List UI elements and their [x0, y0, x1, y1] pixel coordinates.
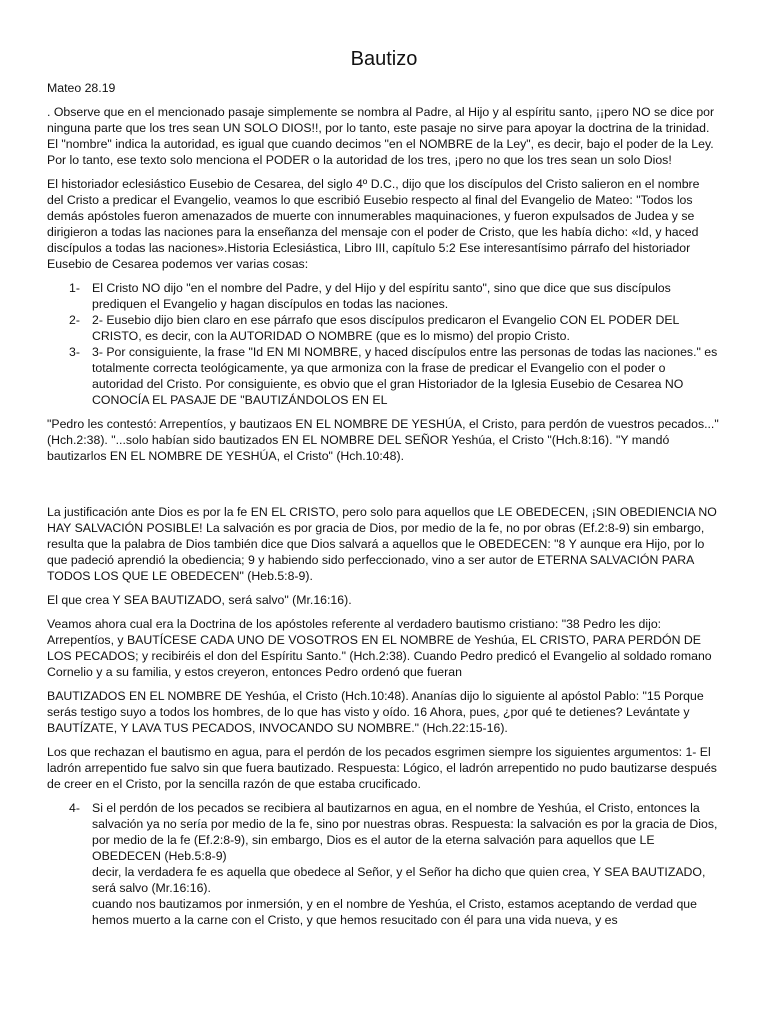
document-body	[47, 80, 719, 936]
list-item-text: 2- Eusebio dijo bien claro en ese párrafo que esos discípulos predicaron el Evangelio CON EL PODER DEL CRISTO, es decir, con la AUTORIDAD O NOMBRE (que es lo mismo) del propio Cristo.	[92, 313, 679, 343]
paragraph-1: . Observe que en el mencionado pasaje simplemente se nombra al Padre, al Hijo y al espíritu santo, ¡¡pero NO se dice por ninguna parte que los tres sean UN SOLO DIOS!!, por lo tanto, este pasaje no sirve para apoyar la doctrina de la trinidad. El "nombre" indica la autoridad, es igual que cuando decimos "en el NOMBRE de la Ley", es decir, bajo el poder de la Ley. Por lo tanto, ese texto solo menciona el PODER o la autoridad de los tres, ¡pero no que los tres sean un solo Dios!	[47, 105, 715, 167]
list-item-number: 3-	[69, 345, 80, 359]
paragraph-7: BAUTIZADOS EN EL NOMBRE DE Yeshúa, el Cristo (Hch.10:48). Ananías dijo lo siguiente al apóstol Pablo: "15 Porque serás testigo suyo a todos los hombres, de lo que has visto y oído. 16 Ahora, pues, ¿por qué te detienes? Levántate y BAUTÍZATE, Y LAVA TUS PECADOS, INVOCANDO SU NOMBRE." (Hch.22:15-16).	[47, 689, 704, 735]
paragraph-2: El historiador eclesiástico Eusebio de Cesarea, del siglo 4º D.C., dijo que los discípulos del Cristo salieron en el nombre del Cristo a predicar el Evangelio, veamos lo que escribió Eusebio respecto al final del Evangelio de Mateo: "Todos los demás apóstoles fueron amenazados de muerte con innumerables maquinaciones, y fueron expulsados de Judea y se dirigieron a todas las naciones para la enseñanza del mensaje con el poder de Cristo, que les había dicho: «Id, y haced discípulos a todas las naciones».Historia Eclesiástica, Libro III, capítulo 5:2 Ese interesantísimo párrafo del historiador Eusebio de Cesarea podemos ver varias cosas:	[47, 177, 700, 271]
paragraph-6: Veamos ahora cual era la Doctrina de los apóstoles referente al verdadero bautismo cristiano: "38 Pedro les dijo: Arrepentíos, y BAUTÍCESE CADA UNO DE VOSOTROS EN EL NOMBRE de Yeshúa, EL CRISTO, PARA PERDÓN DE LOS PECADOS; y recibiréis el don del Espíritu Santo." (Hch.2:38). Cuando Pedro predicó el Evangelio al soldado romano Cornelio y a su familia, y estos creyeron, entonces Pedro ordenó que fueran	[47, 617, 712, 679]
paragraph-5: El que crea Y SEA BAUTIZADO, será salvo" (Mr.16:16).	[47, 593, 352, 607]
list-item-text: Si el perdón de los pecados se recibiera al bautizarnos en agua, en el nombre de Yeshúa, el Cristo, entonces la salvación ya no sería por medio de la fe, sino por nuestras obras. Respuesta: la salvación es por la gracia de Dios, por medio de la fe (Ef.2:8-9), sin embargo, Dios es el autor de la eterna salvación para aquellos que LE OBEDECEN (Heb.5:8-9)	[92, 801, 718, 863]
list-item-number: 2-	[69, 313, 80, 327]
list-item	[47, 280, 719, 312]
list-item-continuation: decir, la verdadera fe es aquella que obedece al Señor, y el Señor ha dicho que quien crea, Y SEA BAUTIZADO, será salvo (Mr.16:16).	[92, 865, 706, 895]
list-item-continuation: cuando nos bautizamos por inmersión, y en el nombre de Yeshúa, el Cristo, estamos aceptando de verdad que hemos muerto a la carne con el Cristo, y que hemos resucitado con él para una vida nueva, y es	[92, 897, 697, 927]
list-item-text: 3- Por consiguiente, la frase "Id EN MI NOMBRE, y haced discípulos entre las personas de todas las naciones." es totalmente correcta teológicamente, ya que armoniza con la frase de predicar el Evangelio con el poder o autoridad del Cristo. Por consiguiente, es obvio que el gran Historiador de la Iglesia Eusebio de Cesarea NO CONOCÍA EL PASAJE DE "BAUTIZÁNDOLOS EN EL	[92, 345, 718, 407]
paragraph-4: La justificación ante Dios es por la fe EN EL CRISTO, pero solo para aquellos que LE OBEDECEN, ¡SIN OBEDIENCIA NO HAY SALVACIÓN POSIBLE! La salvación es por gracia de Dios, por medio de la fe, no por obras (Ef.2:8-9) sin embargo, resulta que la palabra de Dios también dice que Dios salvará a aquellos que le OBEDECEN: "8 Y aunque era Hijo, por lo que padeció aprendió la obediencia; 9 y habiendo sido perfeccionado, vino a ser autor de ETERNA SALVACIÓN PARA TODOS LOS QUE LE OBEDECEN" (Heb.5:8-9).	[47, 505, 717, 583]
list-item-number: 1-	[69, 281, 80, 295]
numbered-list-eusebio	[47, 280, 719, 408]
paragraph-8: Los que rechazan el bautismo en agua, para el perdón de los pecados esgrimen siempre los siguientes argumentos: 1- El ladrón arrepentido fue salvo sin que fuera bautizado. Respuesta: Lógico, el ladrón arrepentido no pudo bautizarse después de creer en el Cristo, por la sencilla razón de que estaba crucificado.	[47, 745, 717, 791]
paragraph-3: "Pedro les contestó: Arrepentíos, y bautizaos EN EL NOMBRE DE YESHÚA, el Cristo, para perdón de vuestros pecados..." (Hch.2:38). "...solo habían sido bautizados EN EL NOMBRE DEL SEÑOR Yeshúa, el Cristo "(Hch.8:16). "Y mandó bautizarlos EN EL NOMBRE DE YESHÚA, el Cristo" (Hch.10:48).	[47, 417, 719, 463]
numbered-list-arguments	[47, 800, 719, 928]
page-title: Bautizo	[350, 48, 418, 70]
list-item	[47, 312, 719, 344]
list-item-text: El Cristo NO dijo "en el nombre del Padre, y del Hijo y del espíritu santo", sino que dice que sus discípulos prediquen el Evangelio y hagan discípulos en todas las naciones.	[92, 281, 671, 311]
list-item	[47, 344, 719, 408]
list-item	[47, 800, 719, 864]
scripture-reference: Mateo 28.19	[47, 81, 116, 95]
list-item-number: 4-	[69, 801, 80, 815]
